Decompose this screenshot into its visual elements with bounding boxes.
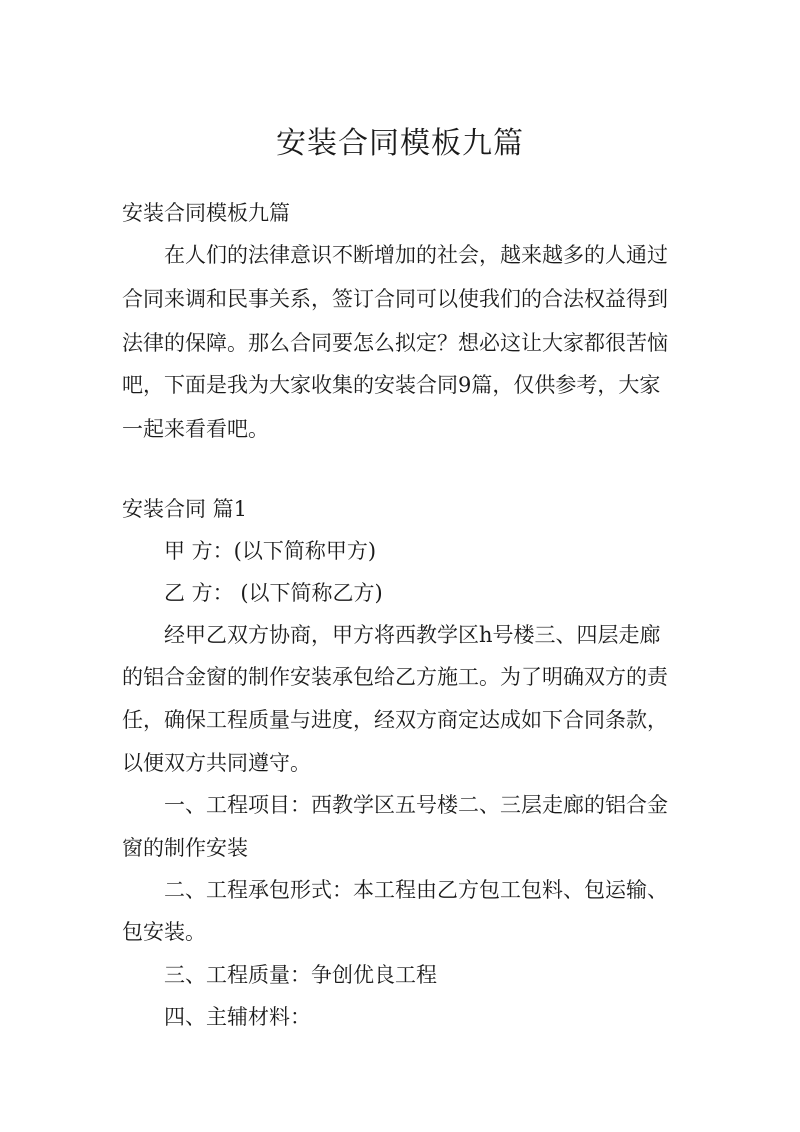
item2-line-2: 包安装。 [122, 920, 206, 944]
intro-line-1: 在人们的法律意识不断增加的社会，越来越多的人通过 [164, 243, 668, 267]
party-a-line: 甲 方：(以下简称甲方) [164, 539, 377, 563]
item4-line: 四、主辅材料： [164, 1005, 311, 1029]
intro-line-4: 吧，下面是我为大家收集的安装合同9篇，仅供参考，大家 [122, 373, 661, 397]
item1-line-1: 一、工程项目：西教学区五号楼二、三层走廊的铝合金 [164, 793, 668, 817]
para1-line-1: 经甲乙双方协商，甲方将西教学区h号楼三、四层走廊 [164, 623, 661, 647]
para1-line-3: 任，确保工程质量与进度，经双方商定达成如下合同条款， [122, 708, 668, 732]
item2-line-1: 二、工程承包形式：本工程由乙方包工包料、包运输、 [164, 878, 668, 902]
section-heading: 安装合同 篇1 [122, 497, 248, 521]
party-b-line: 乙 方： (以下简称乙方) [164, 581, 383, 605]
intro-line-3: 法律的保障。那么合同要怎么拟定？想必这让大家都很苦恼 [122, 331, 668, 355]
item1-line-2: 窗的制作安装 [122, 836, 248, 860]
intro-line-5: 一起来看看吧。 [122, 417, 269, 441]
para1-line-2: 的铝合金窗的制作安装承包给乙方施工。为了明确双方的责 [122, 665, 668, 689]
document-title: 安装合同模板九篇 [276, 126, 524, 161]
intro-line-2: 合同来调和民事关系，签订合同可以使我们的合法权益得到 [122, 287, 668, 311]
document-subtitle: 安装合同模板九篇 [122, 201, 290, 225]
item3-line: 三、工程质量：争创优良工程 [164, 963, 437, 987]
para1-line-4: 以便双方共同遵守。 [122, 751, 311, 775]
